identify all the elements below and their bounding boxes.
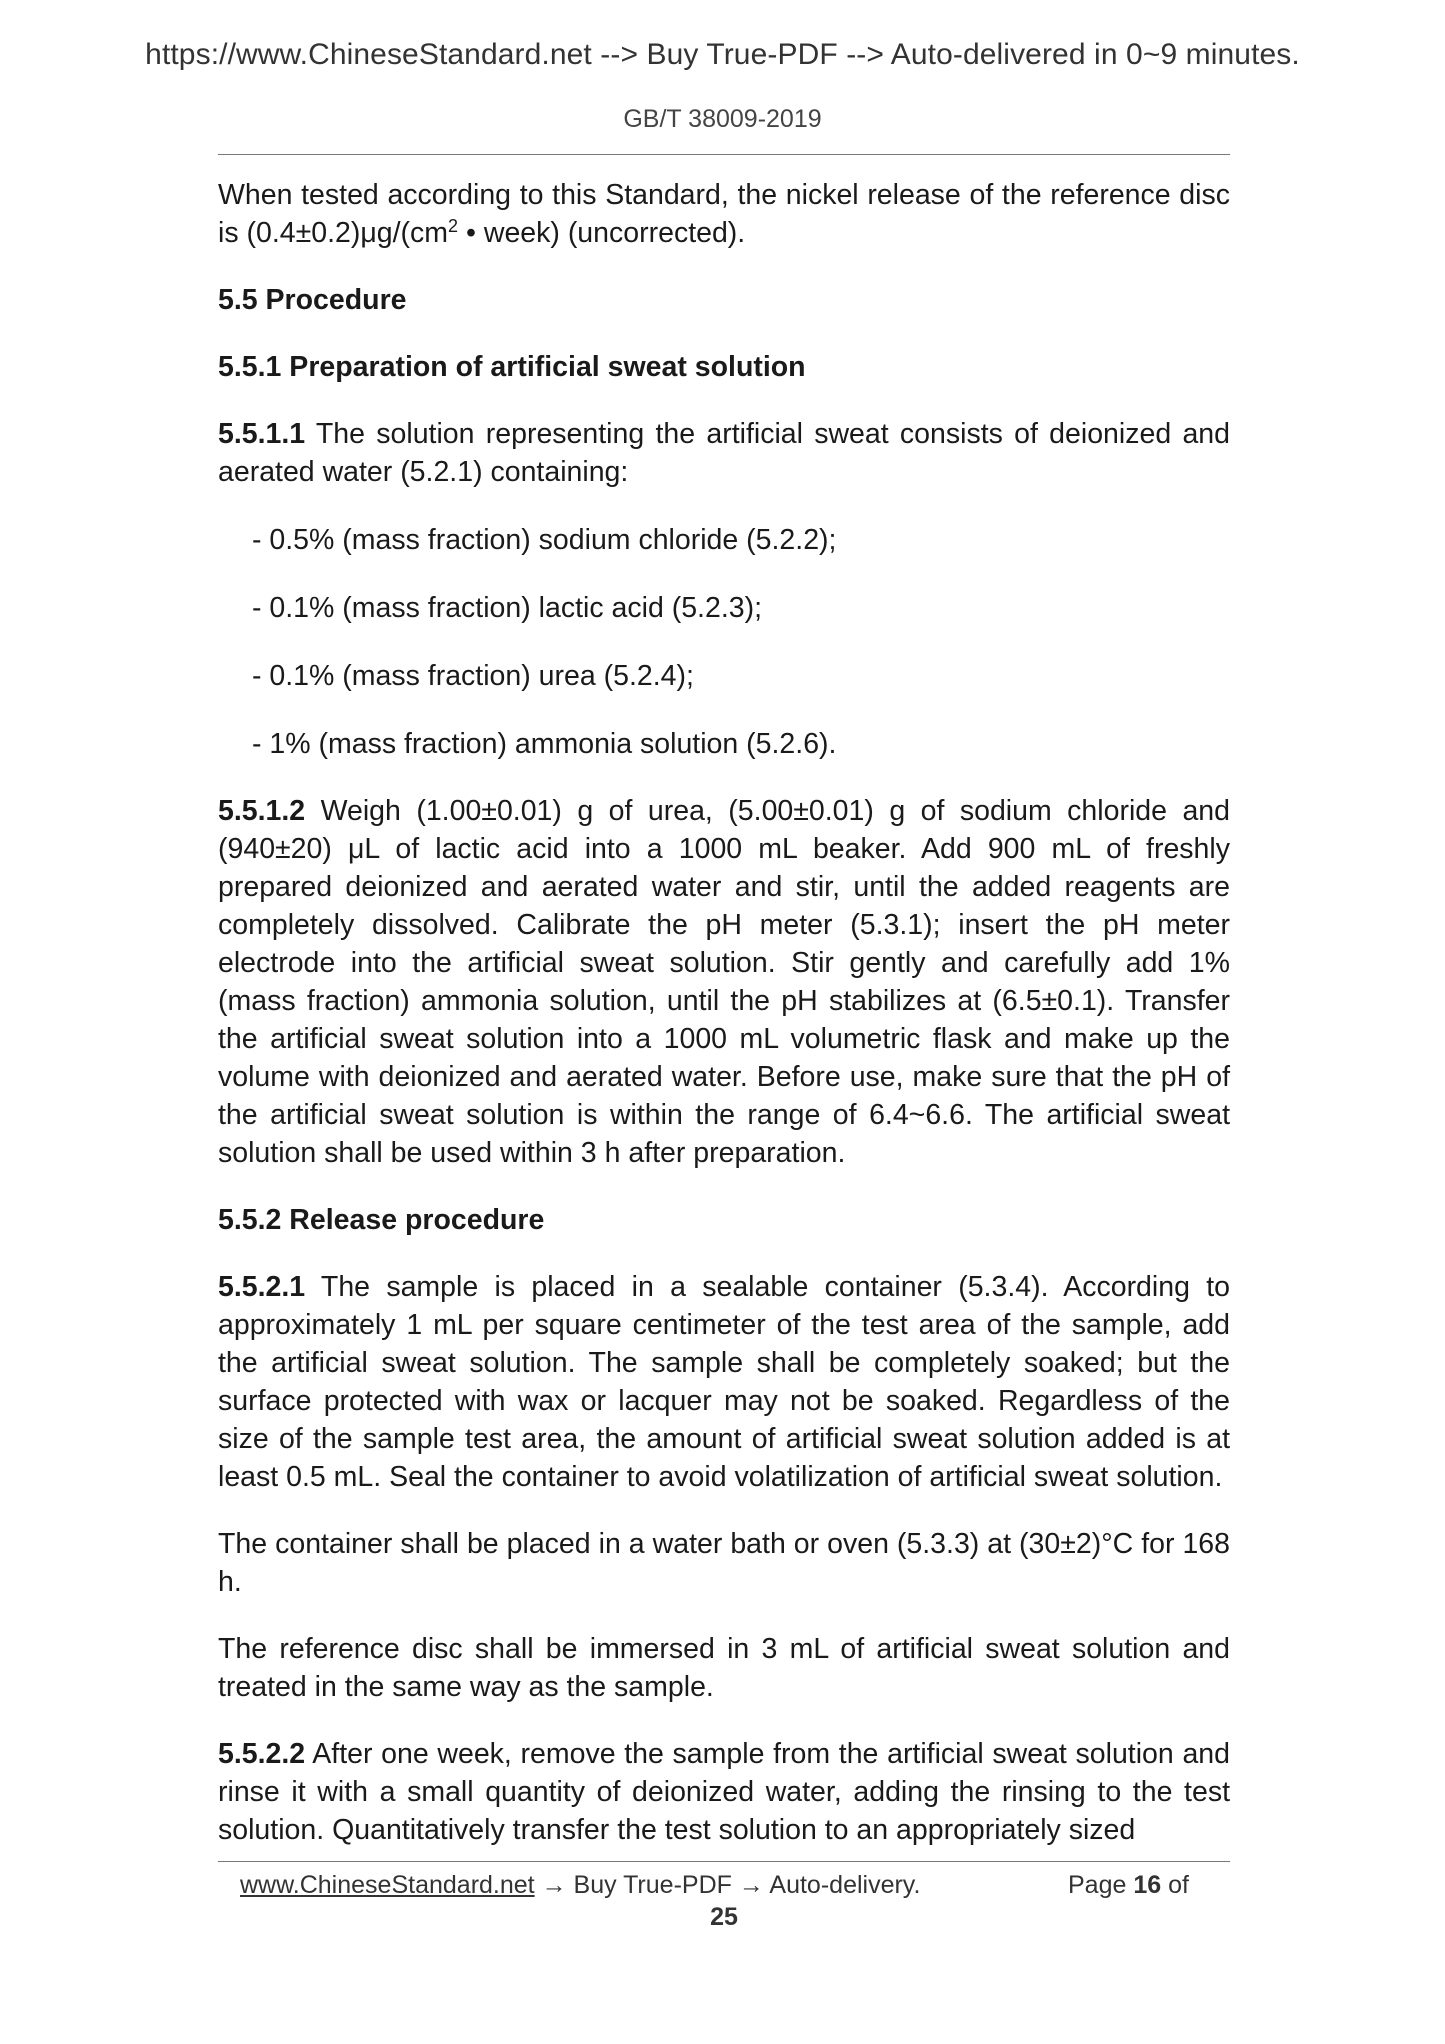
paragraph-5-5-2-2: 5.5.2.2 After one week, remove the sample from the artificial sweat solution and rinse it with a small quantity of deionized water, adding the rinsing to the test solution. Quantitatively transfer the test solution to an appropriately sized	[218, 1738, 1230, 1846]
list-item: - 0.1% (mass fraction) urea (5.2.4);	[252, 660, 694, 692]
heading-5-5-1: 5.5.1 Preparation of artificial sweat solution	[218, 351, 806, 383]
list-item: - 0.5% (mass fraction) sodium chloride (5.2.2);	[252, 524, 837, 556]
footer-site-link[interactable]: www.ChineseStandard.net	[240, 1871, 535, 1899]
standard-code: GB/T 38009-2019	[623, 105, 822, 133]
list-item: - 1% (mass fraction) ammonia solution (5.2.6).	[252, 728, 837, 760]
paragraph-5-5-1-1: 5.5.1.1 The solution representing the artificial sweat consists of deionized and aerated water (5.2.1) containing:	[218, 418, 1230, 488]
superscript-2: 2	[448, 216, 459, 236]
list-item: - 0.1% (mass fraction) lactic acid (5.2.3);	[252, 592, 762, 624]
paragraph-reference-disc: The reference disc shall be immersed in 3 mL of artificial sweat solution and treated in the same way as the sample.	[218, 1633, 1230, 1703]
clause-number: 5.5.2.1	[218, 1271, 306, 1303]
top-banner: https://www.ChineseStandard.net --> Buy True-PDF --> Auto-delivered in 0~9 minutes.	[145, 38, 1300, 71]
total-pages: 25	[710, 1903, 738, 1931]
document-body	[218, 176, 1230, 1849]
paragraph-container: The container shall be placed in a water bath or oven (5.3.3) at (30±2)°C for 168 h.	[218, 1528, 1230, 1598]
footer-divider	[218, 1861, 1230, 1862]
paragraph-5-5-1-2: 5.5.1.2 Weigh (1.00±0.01) g of urea, (5.00±0.01) g of sodium chloride and (940±20) μL of lactic acid into a 1000 mL beaker. Add 900 mL of freshly prepared deionized and aerated water and stir, until the added reagents are completely dissolved. Calibrate the pH meter (5.3.1); insert the pH meter electrode into the artificial sweat solution. Stir gently and carefully add 1% (mass fraction) ammonia solution, until the pH stabilizes at (6.5±0.1). Transfer the artificial sweat solution into a 1000 mL volumetric flask and make up the volume with deionized and aerated water. Before use, make sure that the pH of the artificial sweat solution is within the range of 6.4~6.6. The artificial sweat solution shall be used within 3 h after preparation.	[218, 795, 1230, 1169]
clause-number: 5.5.1.1	[218, 418, 306, 450]
footer-promo: www.ChineseStandard.net → Buy True-PDF → Auto-delivery.	[240, 1871, 921, 1899]
heading-5-5-2: 5.5.2 Release procedure	[218, 1204, 545, 1236]
clause-number: 5.5.2.2	[218, 1738, 306, 1770]
heading-5-5: 5.5 Procedure	[218, 284, 407, 316]
paragraph-5-5-2-1: 5.5.2.1 The sample is placed in a sealable container (5.3.4). According to approximately 1 mL per square centimeter of the test area of the sample, add the artificial sweat solution. The sample shall be completely soaked; but the surface protected with wax or lacquer may not be soaked. Regardless of the size of the sample test area, the amount of artificial sweat solution added is at least 0.5 mL. Seal the container to avoid volatilization of artificial sweat solution.	[218, 1271, 1230, 1493]
clause-number: 5.5.1.2	[218, 795, 306, 827]
header-divider	[218, 154, 1230, 155]
intro-paragraph: When tested according to this Standard, the nickel release of the reference disc is $(0.4\pm 0.2)\mu g/(cm^2$ • week) (uncorrected).	[218, 179, 1230, 249]
page-indicator: Page 16 of	[1068, 1871, 1189, 1899]
page-number: 16	[1133, 1871, 1162, 1899]
